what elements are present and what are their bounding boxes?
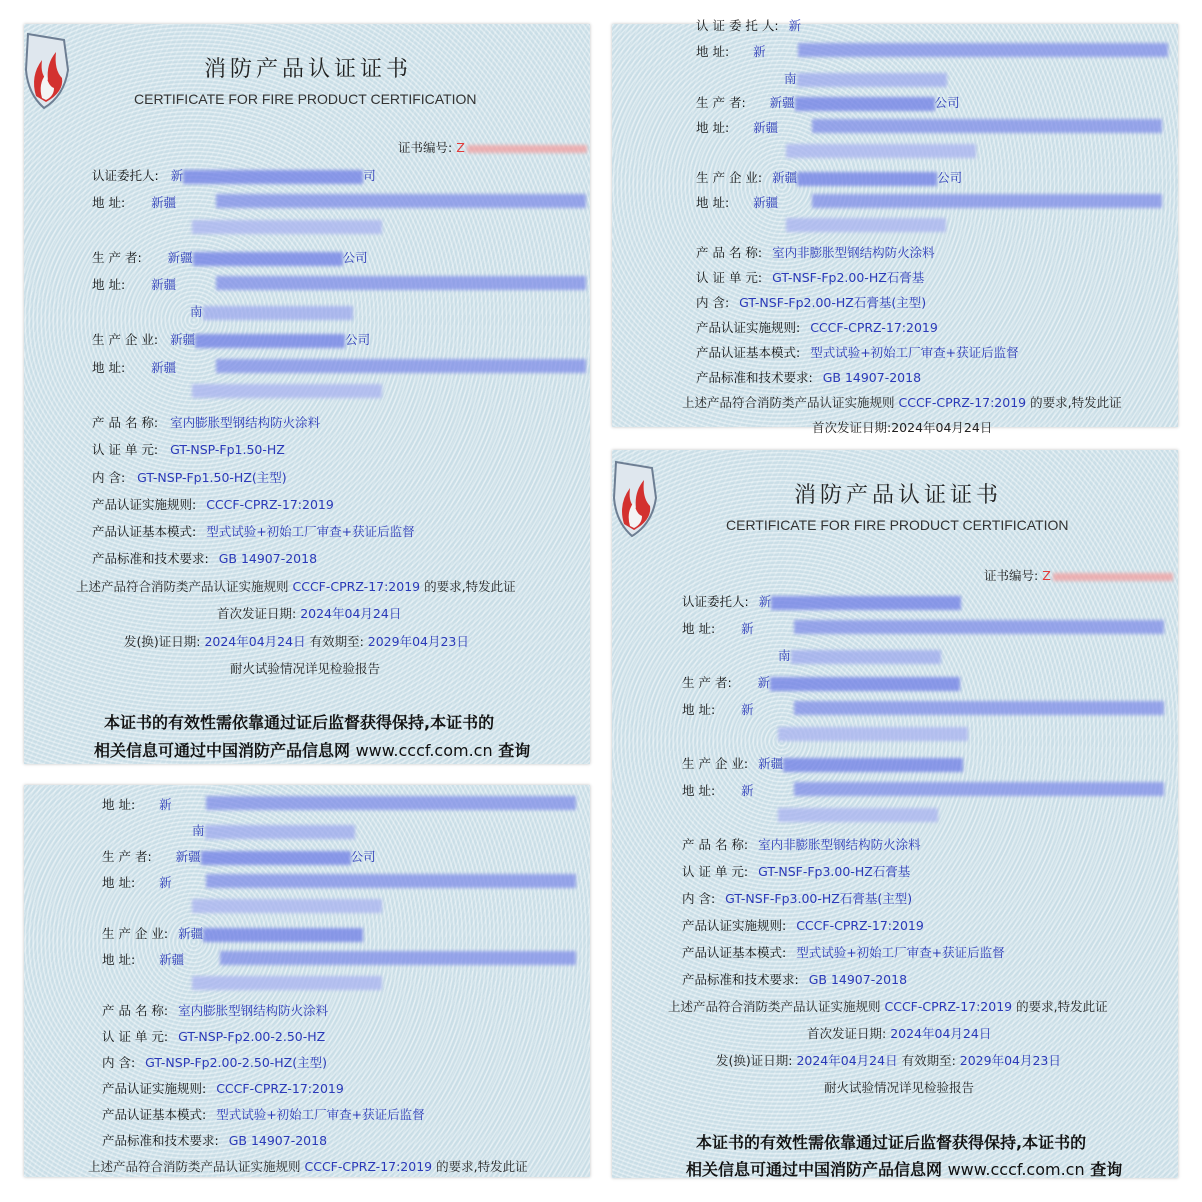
address-value: 新 <box>753 44 766 59</box>
standard-label: 产品标准和技术要求: <box>102 1133 219 1148</box>
redacted-producer-address-2 <box>786 144 976 158</box>
enterprise-address-row <box>102 950 184 968</box>
footer-line2 <box>686 1157 1122 1180</box>
address-label-3: 地 址: <box>102 952 136 967</box>
producer-address-row <box>92 275 176 293</box>
certificate-title-cn: 消防产品认证证书 <box>794 483 1003 508</box>
client-row <box>682 592 961 610</box>
mode-row <box>682 943 1005 961</box>
redacted-cert-number <box>1053 573 1173 581</box>
rules-row <box>682 916 924 934</box>
mode-value: 型式试验+初始工厂审查+获证后监督 <box>796 945 1005 960</box>
first-issue-label: 首次发证日期: <box>807 1026 887 1041</box>
producer-address-line2 <box>190 302 353 320</box>
conform-prefix: 上述产品符合消防类产品认证实施规则 <box>668 999 881 1014</box>
address-label-2: 地 址: <box>682 702 716 717</box>
address-label: 地 址: <box>682 621 716 636</box>
address-label-3: 地 址: <box>92 360 126 375</box>
producer-suffix: 公司 <box>342 250 368 265</box>
enterprise-label: 生 产 企 业: <box>696 170 763 185</box>
first-issue-date: 2024年04月24日 <box>300 606 402 621</box>
address-label-3: 地 址: <box>696 195 730 210</box>
fire-shield-logo-icon <box>612 458 658 538</box>
redacted-enterprise-address-2 <box>192 384 382 398</box>
address-value: 新 <box>741 621 754 636</box>
valid-label: 有效期至: <box>901 1053 956 1068</box>
producer-address-value: 新 <box>159 875 172 890</box>
enterprise-value: 新疆 <box>772 170 798 185</box>
mode-label: 产品认证基本模式: <box>696 345 801 360</box>
producer-row <box>696 93 960 111</box>
producer-row <box>92 248 368 266</box>
reissue <box>716 1051 1061 1069</box>
address-label: 地 址: <box>696 44 730 59</box>
footer-line1: 本证书的有效性需依靠通过证后监督获得保持,本证书的 <box>104 713 495 732</box>
partial-client-row <box>696 16 801 34</box>
certificate-panel-3 <box>24 785 590 1177</box>
enterprise-value: 新疆 <box>758 756 784 771</box>
address-value: 新疆 <box>151 195 177 210</box>
reissue <box>124 632 469 650</box>
mode-label: 产品认证基本模式: <box>92 524 197 539</box>
standard-value: GB 14907-2018 <box>228 1133 328 1148</box>
producer-suffix: 公司 <box>934 95 960 110</box>
contains-row <box>92 468 287 486</box>
product-name-value: 室内非膨胀型钢结构防火涂料 <box>772 245 935 260</box>
enterprise-address-value: 新疆 <box>151 360 177 375</box>
product-name-label: 产 品 名 称: <box>682 837 749 852</box>
client-suffix: 司 <box>363 168 376 183</box>
redacted-producer <box>795 97 935 111</box>
contains-label: 内 含: <box>92 470 126 485</box>
redacted-enterprise <box>797 172 937 186</box>
first-issue-label: 首次发证日期: <box>217 606 297 621</box>
unit-row <box>102 1027 325 1045</box>
contains-label: 内 含: <box>682 891 716 906</box>
address-nan: 南 <box>784 71 797 86</box>
contains-value: GT-NSP-Fp2.00-2.50-HZ(主型) <box>145 1055 327 1070</box>
client-row <box>92 166 376 184</box>
redacted-address <box>794 620 1164 634</box>
footer-url: www.cccf.com.cn <box>355 741 493 760</box>
enterprise-value: 新疆 <box>178 926 204 941</box>
conform-rule: CCCF-CPRZ-17:2019 <box>292 579 421 594</box>
contains-label: 内 含: <box>102 1055 136 1070</box>
producer-suffix: 公司 <box>350 849 376 864</box>
rules-value: CCCF-CPRZ-17:2019 <box>810 320 938 335</box>
contains-row <box>696 293 926 311</box>
redacted-enterprise <box>195 334 345 348</box>
enterprise-label: 生 产 企 业: <box>92 332 159 347</box>
certificate-panel-4 <box>612 450 1178 1178</box>
mode-label: 产品认证基本模式: <box>102 1107 207 1122</box>
producer-label: 生 产 者: <box>92 250 142 265</box>
fire-test-note: 耐火试验情况详见检验报告 <box>230 661 381 676</box>
conform-prefix: 上述产品符合消防类产品认证实施规则 <box>88 1159 301 1174</box>
product-name-label: 产 品 名 称: <box>696 245 763 260</box>
address-nan: 南 <box>190 304 203 319</box>
producer-label: 生 产 者: <box>682 675 732 690</box>
rules-label: 产品认证实施规则: <box>102 1081 207 1096</box>
producer-value: 新疆 <box>769 95 795 110</box>
redacted-enterprise-address <box>812 194 1162 208</box>
standard-label: 产品标准和技术要求: <box>696 370 813 385</box>
conform-statement <box>682 393 1122 411</box>
conform-suffix: 的要求,特发此证 <box>1016 999 1108 1014</box>
enterprise-address-value: 新疆 <box>159 952 185 967</box>
enterprise-address-value: 新 <box>741 783 754 798</box>
enterprise-address-row <box>682 781 754 799</box>
address-line2 <box>784 69 947 87</box>
redacted-address <box>206 796 576 810</box>
enterprise-row <box>682 754 963 772</box>
redacted-enterprise-address-2 <box>778 808 938 822</box>
address-row <box>696 42 766 60</box>
valid-date: 2029年04月23日 <box>367 634 469 649</box>
standard-value: GB 14907-2018 <box>822 370 922 385</box>
unit-label: 认 证 单 元: <box>102 1029 169 1044</box>
producer-address-value: 新疆 <box>753 120 779 135</box>
redacted-line <box>203 306 353 320</box>
enterprise-row <box>696 168 962 186</box>
standard-value: GB 14907-2018 <box>808 972 908 987</box>
standard-row <box>92 549 317 567</box>
certificate-title-en: CERTIFICATE FOR FIRE PRODUCT CERTIFICATION <box>726 517 1069 533</box>
fire-test-note: 耐火试验情况详见检验报告 <box>824 1080 975 1095</box>
contains-row <box>102 1053 327 1071</box>
redacted-producer <box>770 677 960 691</box>
certificate-title-en: CERTIFICATE FOR FIRE PRODUCT CERTIFICATION <box>134 91 477 107</box>
redacted-enterprise <box>783 758 963 772</box>
product-name-row <box>92 413 320 431</box>
address-value: 新 <box>159 797 172 812</box>
enterprise-label: 生 产 企 业: <box>682 756 749 771</box>
producer-address-value: 新 <box>741 702 754 717</box>
rules-value: CCCF-CPRZ-17:2019 <box>206 497 334 512</box>
mode-value: 型式试验+初始工厂审查+获证后监督 <box>206 524 415 539</box>
product-name-value: 室内膨胀型钢结构防火涂料 <box>178 1003 329 1018</box>
client-value: 新 <box>758 594 772 609</box>
footer-line2-text: 相关信息可通过中国消防产品信息网 <box>686 1160 943 1179</box>
standard-label: 产品标准和技术要求: <box>92 551 209 566</box>
rules-label: 产品认证实施规则: <box>92 497 197 512</box>
redacted-line <box>205 825 355 839</box>
product-name-row <box>102 1001 328 1019</box>
cert-number-label: 证书编号: <box>984 568 1039 583</box>
first-issue-date: 2024年04月24日 <box>890 1026 992 1041</box>
producer-label: 生 产 者: <box>102 849 152 864</box>
standard-row <box>696 368 921 386</box>
redacted-line <box>797 73 947 87</box>
enterprise-suffix: 公司 <box>345 332 371 347</box>
redacted-enterprise-address-2 <box>786 218 946 232</box>
producer-address-row <box>102 873 172 891</box>
client-value: 新 <box>170 168 184 183</box>
conform-statement <box>668 997 1108 1015</box>
redacted-enterprise-address <box>220 951 576 965</box>
producer-value: 新 <box>757 675 771 690</box>
cert-number <box>398 138 587 156</box>
conform-suffix: 的要求,特发此证 <box>436 1159 528 1174</box>
cert-number <box>984 566 1173 584</box>
standard-label: 产品标准和技术要求: <box>682 972 799 987</box>
unit-value: GT-NSF-Fp2.00-HZ石膏基 <box>772 270 925 285</box>
conform-rule: CCCF-CPRZ-17:2019 <box>884 999 1013 1014</box>
address-label-2: 地 址: <box>102 875 136 890</box>
footer-line2-text: 相关信息可通过中国消防产品信息网 <box>94 741 351 760</box>
address-label-2: 地 址: <box>92 277 126 292</box>
address-nan: 南 <box>778 648 791 663</box>
redacted-producer-address <box>206 874 576 888</box>
redacted-line <box>791 650 941 664</box>
first-issue <box>217 604 401 622</box>
valid-label: 有效期至: <box>309 634 364 649</box>
enterprise-label: 生 产 企 业: <box>102 926 169 941</box>
producer-row <box>102 847 376 865</box>
product-name-value: 室内膨胀型钢结构防火涂料 <box>170 415 321 430</box>
certificate-panel-1 <box>24 24 590 764</box>
redacted-enterprise-address <box>216 359 586 373</box>
footer-query: 查询 <box>498 741 531 760</box>
footer-line2 <box>94 738 530 761</box>
redacted-producer-address-2 <box>778 727 968 741</box>
conform-statement <box>76 577 516 595</box>
rules-label: 产品认证实施规则: <box>696 320 801 335</box>
mode-label: 产品认证基本模式: <box>682 945 787 960</box>
enterprise-address-row <box>696 193 778 211</box>
redacted-producer-address <box>794 701 1164 715</box>
redacted-address-line2 <box>192 220 382 234</box>
producer-row <box>682 673 960 691</box>
footer-url: www.cccf.com.cn <box>947 1160 1085 1179</box>
contains-label: 内 含: <box>696 295 730 310</box>
rules-row <box>696 318 938 336</box>
conform-suffix: 的要求,特发此证 <box>424 579 516 594</box>
redacted-client <box>183 170 363 184</box>
unit-label: 认 证 单 元: <box>92 442 159 457</box>
enterprise-address-value: 新疆 <box>753 195 779 210</box>
unit-value: GT-NSF-Fp3.00-HZ石膏基 <box>758 864 911 879</box>
producer-address-value: 新疆 <box>151 277 177 292</box>
cert-number-label: 证书编号: <box>398 140 453 155</box>
contains-value: GT-NSP-Fp1.50-HZ(主型) <box>137 470 287 485</box>
first-issue <box>807 1024 991 1042</box>
redacted-enterprise-address-2 <box>192 976 382 990</box>
mode-row <box>92 522 415 540</box>
standard-value: GB 14907-2018 <box>218 551 318 566</box>
unit-label: 认 证 单 元: <box>682 864 749 879</box>
contains-row <box>682 889 912 907</box>
unit-row <box>696 268 924 286</box>
cert-number-value: Z <box>456 140 465 155</box>
product-name-row <box>682 835 921 853</box>
product-name-label: 产 品 名 称: <box>102 1003 169 1018</box>
reissue-label: 发(换)证日期: <box>124 634 201 649</box>
unit-value: GT-NSP-Fp2.00-2.50-HZ <box>178 1029 326 1044</box>
mode-row <box>696 343 1019 361</box>
rules-row <box>102 1079 344 1097</box>
reissue-date: 2024年04月24日 <box>796 1053 898 1068</box>
footer-line1: 本证书的有效性需依靠通过证后监督获得保持,本证书的 <box>696 1133 1087 1152</box>
enterprise-value: 新疆 <box>170 332 196 347</box>
enterprise-suffix: 公司 <box>937 170 963 185</box>
unit-label: 认 证 单 元: <box>696 270 763 285</box>
address-row <box>102 795 172 813</box>
valid-date: 2029年04月23日 <box>959 1053 1061 1068</box>
fire-shield-logo-icon <box>24 30 70 110</box>
client-label: 认证委托人: <box>92 168 159 183</box>
redacted-cert-number <box>467 145 587 153</box>
address-line2 <box>192 821 355 839</box>
redacted-address <box>798 43 1168 57</box>
first-issue-partial: 首次发证日期:2024年04月24日 <box>812 420 993 435</box>
rules-value: CCCF-CPRZ-17:2019 <box>216 1081 344 1096</box>
mode-value: 型式试验+初始工厂审查+获证后监督 <box>216 1107 425 1122</box>
certificate-title-cn: 消防产品认证证书 <box>204 57 413 82</box>
contains-value: GT-NSF-Fp2.00-HZ石膏基(主型) <box>739 295 927 310</box>
enterprise-row <box>92 330 370 348</box>
producer-value: 新疆 <box>175 849 201 864</box>
standard-row <box>102 1131 327 1149</box>
redacted-producer-address <box>216 276 586 290</box>
conform-prefix: 上述产品符合消防类产品认证实施规则 <box>682 395 895 410</box>
conform-suffix: 的要求,特发此证 <box>1030 395 1122 410</box>
client-address-row <box>682 619 754 637</box>
redacted-producer-address-2 <box>192 899 382 913</box>
conform-rule: CCCF-CPRZ-17:2019 <box>304 1159 433 1174</box>
certificate-panel-2 <box>612 18 1178 435</box>
unit-row <box>682 862 910 880</box>
address-line2 <box>778 646 941 664</box>
redacted-producer <box>201 851 351 865</box>
reissue-date: 2024年04月24日 <box>204 634 306 649</box>
conform-rule: CCCF-CPRZ-17:2019 <box>898 395 1027 410</box>
redacted-client <box>771 596 961 610</box>
product-name-label: 产 品 名 称: <box>92 415 159 430</box>
enterprise-row <box>102 924 363 942</box>
redacted-enterprise-address <box>794 782 1164 796</box>
enterprise-address-row <box>92 358 176 376</box>
redacted-producer <box>193 252 343 266</box>
producer-address-row <box>682 700 754 718</box>
footer-query: 查询 <box>1090 1160 1123 1179</box>
rules-label: 产品认证实施规则: <box>682 918 787 933</box>
contains-value: GT-NSF-Fp3.00-HZ石膏基(主型) <box>725 891 913 906</box>
rules-value: CCCF-CPRZ-17:2019 <box>796 918 924 933</box>
address-label: 地 址: <box>102 797 136 812</box>
mode-row <box>102 1105 425 1123</box>
rules-row <box>92 495 334 513</box>
conform-statement <box>88 1157 528 1175</box>
unit-row <box>92 440 285 458</box>
producer-value: 新疆 <box>167 250 193 265</box>
client-address-row <box>92 193 176 211</box>
unit-value: GT-NSP-Fp1.50-HZ <box>170 442 285 457</box>
redacted-address <box>216 194 586 208</box>
address-label: 地 址: <box>92 195 126 210</box>
address-label-2: 地 址: <box>696 120 730 135</box>
product-name-value: 室内非膨胀型钢结构防火涂料 <box>758 837 921 852</box>
conform-prefix: 上述产品符合消防类产品认证实施规则 <box>76 579 289 594</box>
redacted-enterprise <box>203 928 363 942</box>
mode-value: 型式试验+初始工厂审查+获证后监督 <box>810 345 1019 360</box>
redacted-producer-address <box>812 119 1162 133</box>
reissue-label: 发(换)证日期: <box>716 1053 793 1068</box>
address-nan: 南 <box>192 823 205 838</box>
partial-client-label: 认 证 委 托 人: <box>696 18 779 33</box>
product-name-row <box>696 243 935 261</box>
partial-client-value: 新 <box>788 18 802 33</box>
producer-label: 生 产 者: <box>696 95 746 110</box>
producer-address-row <box>696 118 778 136</box>
cert-number-value: Z <box>1042 568 1051 583</box>
address-label-3: 地 址: <box>682 783 716 798</box>
standard-row <box>682 970 907 988</box>
client-label: 认证委托人: <box>682 594 749 609</box>
